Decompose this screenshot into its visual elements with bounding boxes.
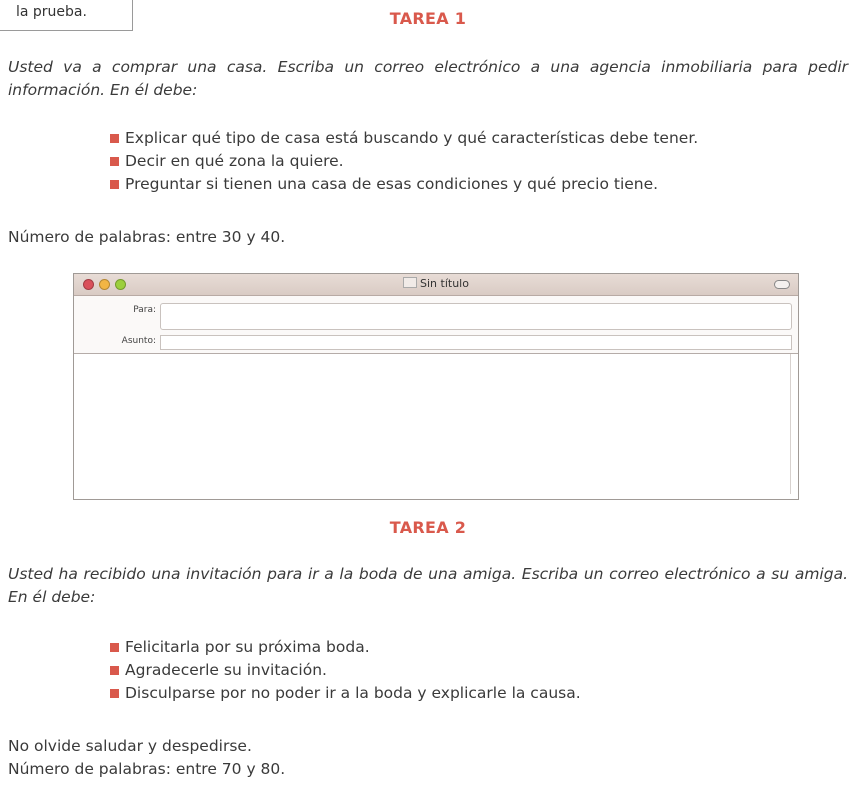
task2-heading: TAREA 2 [389,518,467,537]
list-item [110,127,698,150]
to-field[interactable] [160,303,792,330]
square-bullet-icon [110,180,119,189]
scrollbar[interactable] [790,354,795,494]
document-icon [403,277,417,288]
list-item [110,682,581,705]
bullet-text: Preguntar si tienen una casa de esas condiciones y qué precio tiene. [125,175,659,193]
square-bullet-icon [110,134,119,143]
square-bullet-icon [110,666,119,675]
square-bullet-icon [110,689,119,698]
square-bullet-icon [110,157,119,166]
task2-note: No olvide saludar y despedirse. [8,737,252,755]
list-item [110,173,698,196]
list-item [110,150,698,173]
bullet-text: Disculparse por no poder ir a la boda y explicarle la causa. [125,684,581,702]
task2-bullet-list [110,636,581,705]
to-label: Para: [133,305,156,315]
bullet-text: Explicar qué tipo de casa está buscando y qué características debe tener. [125,129,699,147]
window-title-text: Sin título [420,277,469,290]
task2-intro: Usted ha recibido una invitación para ir a la boda de una amiga. Escriba un correo electrónico a su amiga. En él debe: [8,565,848,606]
task1-heading: TAREA 1 [389,9,467,28]
bullet-text: Felicitarla por su próxima boda. [125,638,370,656]
bullet-text: Decir en qué zona la quiere. [125,152,344,170]
subject-field[interactable] [160,335,792,350]
window-title [74,277,798,290]
list-item [110,659,581,682]
to-row [74,296,798,333]
task1-bullet-list [110,127,698,196]
subject-label: Asunto: [121,336,156,346]
task2-word-count: Número de palabras: entre 70 y 80. [8,760,286,778]
window-titlebar[interactable] [74,274,798,296]
mail-header-fields [74,296,798,354]
task1-word-count: Número de palabras: entre 30 y 40. [8,228,286,246]
subject-row [74,333,798,353]
mail-compose-window [73,273,799,500]
message-body-textarea[interactable] [74,354,798,494]
square-bullet-icon [110,643,119,652]
task1-intro: Usted va a comprar una casa. Escriba un correo electrónico a una agencia inmobiliaria para pedir información. En él debe: [8,58,848,99]
previous-instruction-text: la prueba. [16,4,87,20]
bullet-text: Agradecerle su invitación. [125,661,327,679]
list-item [110,636,581,659]
toolbar-toggle-button[interactable] [774,280,790,289]
